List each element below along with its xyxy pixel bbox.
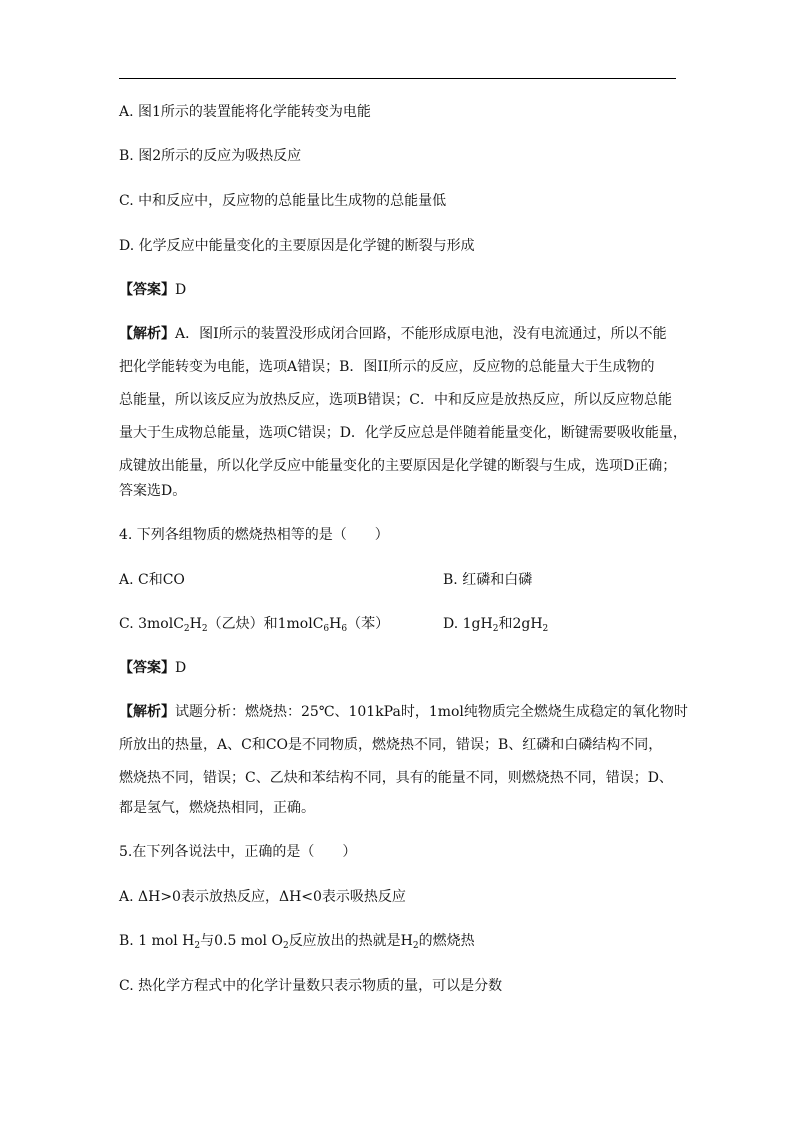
q4-stem: 4. 下列各组物质的燃烧热相等的是（ ） [119,527,389,543]
q4-analysis-line-4: 都是氢气，燃烧热相同，正确。 [119,800,315,816]
q3-analysis-line-4: 量大于生成物总能量，选项C错误；D．化学反应总是伴随着能量变化，断键需要吸收能量， [119,425,687,441]
header-rule [119,78,676,79]
q4-option-c: C. $3molC_2H_2$（乙炔）和$1molC_6H_6$（苯） [119,616,390,634]
q3-analysis-line-6: 答案选D。 [119,483,187,499]
q3-answer [119,281,186,299]
q3-analysis-line-5: 成键放出能量，所以化学反应中能量变化的主要原因是化学键的断裂与生成，选项D正确； [119,458,677,474]
q4-option-a: A. C和CO [119,572,185,588]
analysis-label: 【解析】 [119,326,175,342]
q5-stem: 5.在下列各说法中，正确的是（ ） [119,844,357,860]
q4-analysis-line-1: 【解析】试题分析：燃烧热：25℃、101kPa时，1mol纯物质完全燃烧生成稳定的氧化物时 [119,704,688,720]
q5-option-a: A. ΔH>0表示放热反应，ΔH<0表示吸热反应 [119,889,406,905]
answer-value: D [175,660,187,676]
q4-option-b: B. 红磷和白磷 [443,572,533,588]
q5-option-c: C. 热化学方程式中的化学计量数只表示物质的量，可以是分数 [119,978,503,994]
q3-option-a: A. 图1所示的装置能将化学能转变为电能 [119,104,371,120]
q3-option-c: C. 中和反应中，反应物的总能量比生成物的总能量低 [119,193,447,209]
answer-label: 【答案】 [119,282,175,298]
q4-option-d: D. $1gH_2$和$2gH_2$ [443,616,549,634]
q3-option-d: D. 化学反应中能量变化的主要原因是化学键的断裂与形成 [119,238,475,254]
q3-option-b: B. 图2所示的反应为吸热反应 [119,148,302,164]
q3-analysis-line-3: 总能量，所以该反应为放热反应，选项B错误；C．中和反应是放热反应，所以反应物总能 [119,392,672,408]
q4-answer [119,659,186,677]
q5-option-b: B. 1 mol $H_2$与0.5 mol $O_2$反应放出的热就是$H_2$的燃烧热 [119,933,475,951]
q3-analysis-line-1: 【解析】A．图I所示的装置没形成闭合回路，不能形成原电池，没有电流通过，所以不能 [119,326,667,342]
analysis-label: 【解析】 [119,704,175,720]
q4-analysis-line-2: 所放出的热量，A、C和CO是不同物质，燃烧热不同，错误；B、红磷和白磷结构不同， [119,737,663,753]
answer-value: D [175,282,187,298]
q4-analysis-line-3: 燃烧热不同，错误；C、乙炔和苯结构不同，具有的能量不同，则燃烧热不同，错误；D、 [119,770,673,786]
answer-label: 【答案】 [119,660,175,676]
q3-analysis-line-2: 把化学能转变为电能，选项A错误；B．图II所示的反应，反应物的总能量大于生成物的 [119,359,655,375]
